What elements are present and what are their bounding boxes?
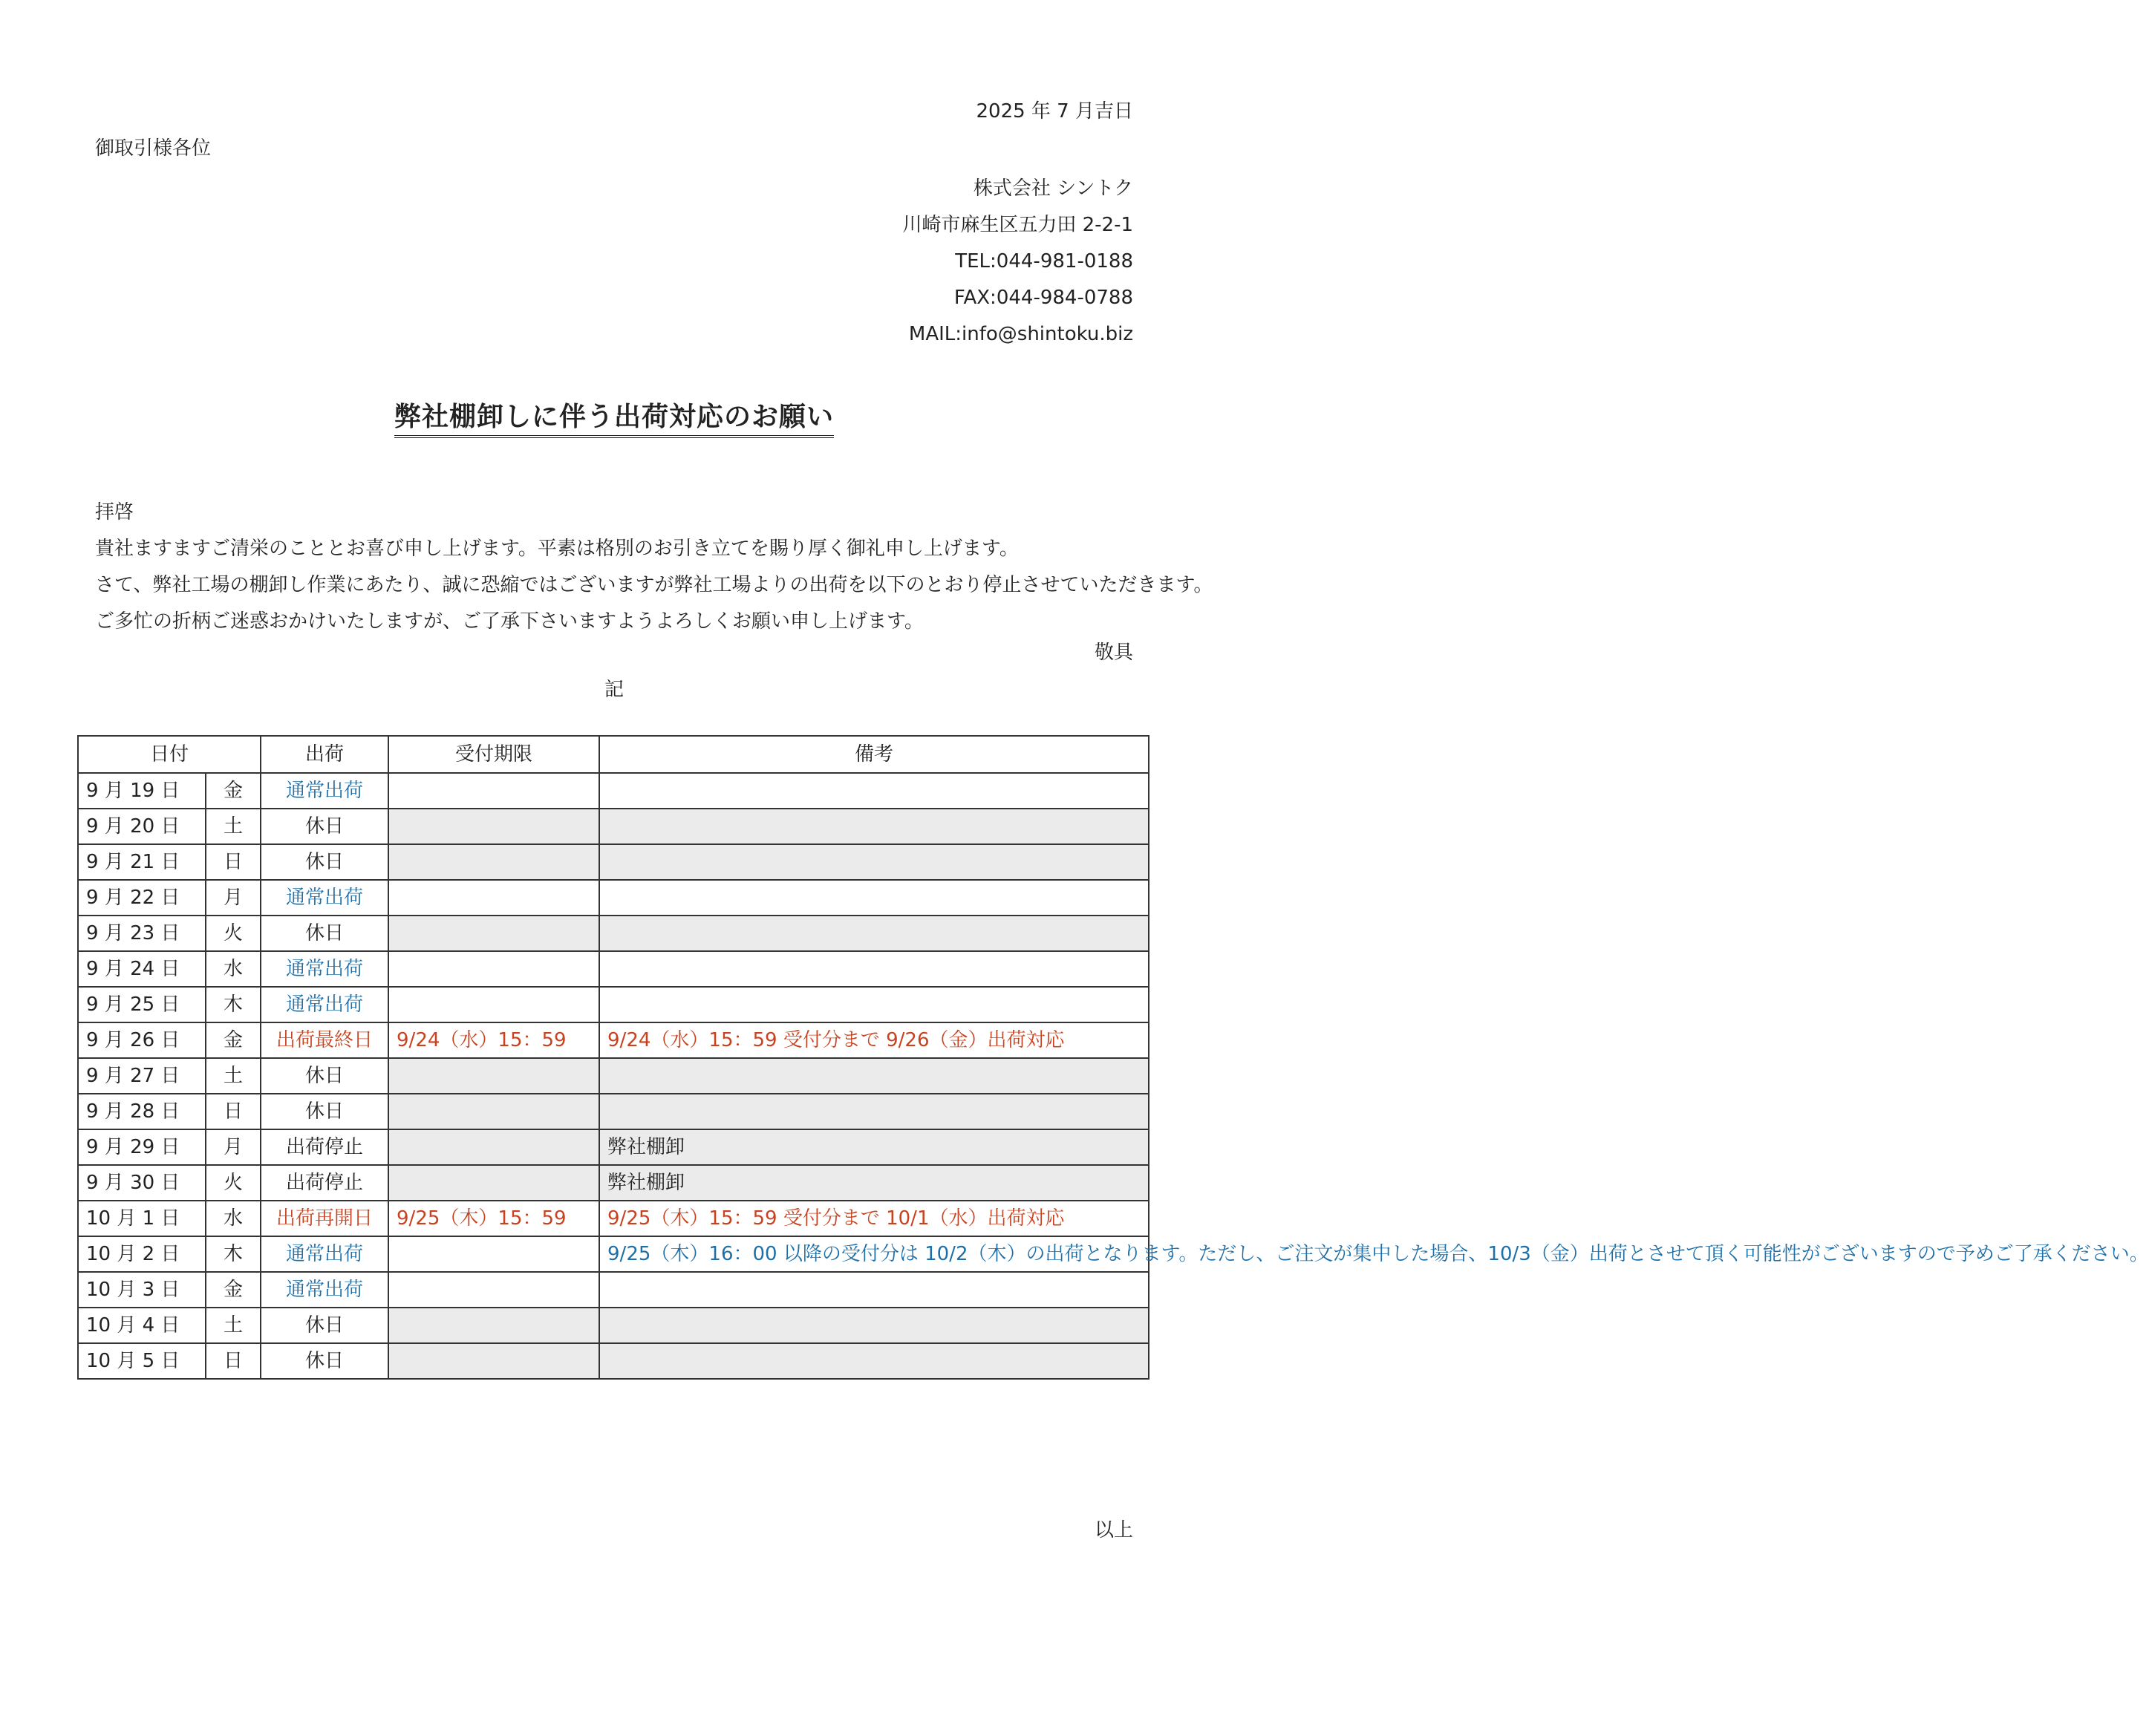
row-remark — [599, 1308, 1149, 1343]
row-remark: 弊社棚卸 — [599, 1129, 1149, 1165]
header-shipping: 出荷 — [261, 736, 388, 773]
row-dow: 木 — [206, 1236, 261, 1272]
table-row — [78, 1272, 1149, 1308]
addressee: 御取引様各位 — [95, 137, 212, 160]
row-date: 10 月 4 日 — [78, 1308, 206, 1343]
row-deadline — [388, 809, 599, 844]
row-dow: 水 — [206, 951, 261, 987]
row-dow: 日 — [206, 844, 261, 880]
row-ship: 通常出荷 — [261, 987, 388, 1022]
body-line-3: ご多忙の折柄ご迷惑おかけいたしますが、ご了承下さいますようよろしくお願い申し上げます。 — [95, 610, 924, 633]
row-ship: 通常出荷 — [261, 880, 388, 916]
table-row — [78, 1022, 1149, 1058]
row-ship: 通常出荷 — [261, 1272, 388, 1308]
row-deadline — [388, 1129, 599, 1165]
row-dow: 木 — [206, 987, 261, 1022]
row-date: 9 月 19 日 — [78, 773, 206, 809]
row-ship: 休日 — [261, 1343, 388, 1379]
row-ship: 通常出荷 — [261, 1236, 388, 1272]
row-deadline — [388, 987, 599, 1022]
row-deadline — [388, 916, 599, 951]
table-row — [78, 1058, 1149, 1094]
row-remark: 弊社棚卸 — [599, 1165, 1149, 1201]
row-dow: 土 — [206, 809, 261, 844]
row-dow: 月 — [206, 1129, 261, 1165]
table-row — [78, 880, 1149, 916]
header-date: 日付 — [78, 736, 261, 773]
row-deadline — [388, 1165, 599, 1201]
row-dow: 土 — [206, 1058, 261, 1094]
row-ship: 休日 — [261, 1308, 388, 1343]
letter-body — [95, 495, 1213, 640]
row-remark: 9/25（木）16：00 以降の受付分は 10/2（木）の出荷となります。ただし、ご注文が集中した場合、10/3（金）出荷とさせて頂く可能性がございますので予めご了承ください。 — [599, 1236, 1149, 1272]
row-ship: 休日 — [261, 916, 388, 951]
row-dow: 火 — [206, 1165, 261, 1201]
row-ship: 出荷停止 — [261, 1129, 388, 1165]
row-date: 9 月 22 日 — [78, 880, 206, 916]
row-remark — [599, 880, 1149, 916]
row-ship: 休日 — [261, 1058, 388, 1094]
row-deadline: 9/24（水）15：59 — [388, 1022, 599, 1058]
row-deadline — [388, 880, 599, 916]
row-date: 9 月 20 日 — [78, 809, 206, 844]
company-info — [613, 171, 1133, 353]
row-remark — [599, 1094, 1149, 1129]
row-date: 9 月 25 日 — [78, 987, 206, 1022]
table-row — [78, 1129, 1149, 1165]
row-remark — [599, 773, 1149, 809]
row-remark: 9/24（水）15：59 受付分まで 9/26（金）出荷対応 — [599, 1022, 1149, 1058]
header-remarks: 備考 — [599, 736, 1149, 773]
row-remark — [599, 916, 1149, 951]
row-remark — [599, 844, 1149, 880]
row-date: 9 月 30 日 — [78, 1165, 206, 1201]
table-row — [78, 1165, 1149, 1201]
row-dow: 金 — [206, 773, 261, 809]
table-header-row — [78, 736, 1149, 773]
shipping-schedule-table — [77, 735, 2149, 1380]
row-ship: 休日 — [261, 1094, 388, 1129]
row-deadline — [388, 1094, 599, 1129]
table-row — [78, 916, 1149, 951]
table-row — [78, 1201, 1149, 1236]
closing: 敬具 — [1094, 642, 1133, 664]
company-address: 川崎市麻生区五力田 2-2-1 — [902, 214, 1133, 236]
body-line-1: 貴社ますますご清栄のこととお喜び申し上げます。平素は格別のお引き立てを賜り厚く御礼申し上げます。 — [95, 538, 1019, 560]
row-date: 9 月 26 日 — [78, 1022, 206, 1058]
company-name: 株式会社 シントク — [973, 177, 1133, 200]
row-dow: 月 — [206, 880, 261, 916]
table-row — [78, 1343, 1149, 1379]
table-row — [78, 987, 1149, 1022]
row-date: 9 月 24 日 — [78, 951, 206, 987]
row-ship: 出荷再開日 — [261, 1201, 388, 1236]
row-date: 9 月 29 日 — [78, 1129, 206, 1165]
closing-ijo: 以上 — [1094, 1519, 1133, 1541]
table-row — [78, 844, 1149, 880]
document-title: 弊社棚卸しに伴う出荷対応のお願い — [394, 401, 834, 438]
row-remark — [599, 1058, 1149, 1094]
row-date: 9 月 27 日 — [78, 1058, 206, 1094]
row-ship: 通常出荷 — [261, 773, 388, 809]
row-remark — [599, 987, 1149, 1022]
row-date: 9 月 23 日 — [78, 916, 206, 951]
row-deadline — [388, 773, 599, 809]
table-row — [78, 1094, 1149, 1129]
company-mail: MAIL:info@shintoku.biz — [908, 323, 1133, 345]
row-ship: 出荷最終日 — [261, 1022, 388, 1058]
row-deadline — [388, 1236, 599, 1272]
table-row — [78, 773, 1149, 809]
row-ship: 休日 — [261, 844, 388, 880]
row-ship: 通常出荷 — [261, 951, 388, 987]
row-dow: 日 — [206, 1094, 261, 1129]
row-deadline — [388, 1058, 599, 1094]
row-deadline: 9/25（木）15：59 — [388, 1201, 599, 1236]
table-row — [78, 951, 1149, 987]
row-dow: 日 — [206, 1343, 261, 1379]
table-row — [78, 1308, 1149, 1343]
company-fax: FAX:044-984-0788 — [953, 287, 1133, 309]
row-date: 10 月 3 日 — [78, 1272, 206, 1308]
header-deadline: 受付期限 — [388, 736, 599, 773]
row-dow: 土 — [206, 1308, 261, 1343]
row-remark — [599, 1272, 1149, 1308]
document-date: 2025 年 7 月吉日 — [976, 100, 1133, 123]
row-ship: 出荷停止 — [261, 1165, 388, 1201]
row-ship: 休日 — [261, 809, 388, 844]
row-remark: 9/25（木）15：59 受付分まで 10/1（水）出荷対応 — [599, 1201, 1149, 1236]
row-dow: 金 — [206, 1022, 261, 1058]
row-deadline — [388, 1272, 599, 1308]
row-date: 10 月 2 日 — [78, 1236, 206, 1272]
row-date: 10 月 5 日 — [78, 1343, 206, 1379]
table-row — [78, 1236, 1149, 1272]
row-deadline — [388, 844, 599, 880]
row-dow: 金 — [206, 1272, 261, 1308]
row-deadline — [388, 1308, 599, 1343]
row-deadline — [388, 1343, 599, 1379]
row-dow: 火 — [206, 916, 261, 951]
document-title-wrap — [0, 401, 1228, 438]
company-tel: TEL:044-981-0188 — [955, 250, 1133, 273]
row-remark — [599, 951, 1149, 987]
row-dow: 水 — [206, 1201, 261, 1236]
row-remark — [599, 809, 1149, 844]
ki-mark: 記 — [604, 679, 624, 701]
row-deadline — [388, 951, 599, 987]
row-date: 9 月 21 日 — [78, 844, 206, 880]
body-line-2: さて、弊社工場の棚卸し作業にあたり、誠に恐縮ではございますが弊社工場よりの出荷を以下のとおり停止させていただきます。 — [95, 574, 1213, 596]
table-row — [78, 809, 1149, 844]
row-date: 10 月 1 日 — [78, 1201, 206, 1236]
row-remark — [599, 1343, 1149, 1379]
row-date: 9 月 28 日 — [78, 1094, 206, 1129]
opening: 拝啓 — [95, 501, 134, 523]
